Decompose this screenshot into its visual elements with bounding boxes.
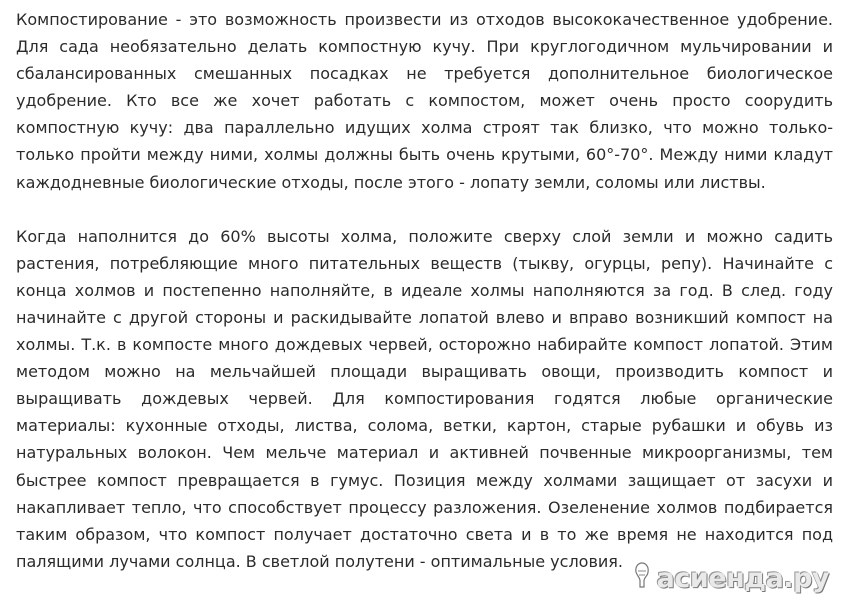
- article-body: [16, 6, 833, 575]
- paragraph-intro: Компостирование - это возможность произвести из отходов высококачественное удобрение. Для сада необязательно делать компостную кучу. При круглогодичном мульчировании и сбалансированных смешанных посадках не требуется дополнительное биологическое удобрение. Кто все же хочет работать с компостом, может очень просто соорудить компостную кучу: два параллельно идущих холма строят так близко, что можно только-только пройти между ними, холмы должны быть очень крутыми, 60°-70°. Между ними кладут каждодневные биологические отходы, после этого - лопату земли, соломы или листвы.: [16, 10, 833, 192]
- paragraph-method: Когда наполнится до 60% высоты холма, положите сверху слой земли и можно садить растения, потребляющие много питательных веществ (тыкву, огурцы, репу). Начинайте с конца холмов и постепенно наполняйте, в идеале холмы наполняются за год. В след. году начинайте с другой стороны и раскидывайте лопатой влево и вправо возникший компост на холмы. Т.к. в компосте много дождевых червей, осторожно набирайте компост лопатой. Этим методом можно на мельчайшей площади выращивать овощи, производить компост и выращивать дождевых червей. Для компостирования годятся любые органические материалы: кухонные отходы, листва, солома, ветки, картон, старые рубашки и обувь из натуральных волокон. Чем мельче материал и активней почвенные микроорганизмы, тем быстрее компост превращается в гумус. Позиция между холмами защищает от засухи и накапливает тепло, что способствует процессу разложения. Озеленение холмов подбирается таким образом, что компост получает достаточно света и в то же время не находится под палящими лучами солнца. В светлой полутени - оптимальные условия.: [16, 226, 833, 571]
- watermark-text: асиенда.ру: [656, 563, 829, 594]
